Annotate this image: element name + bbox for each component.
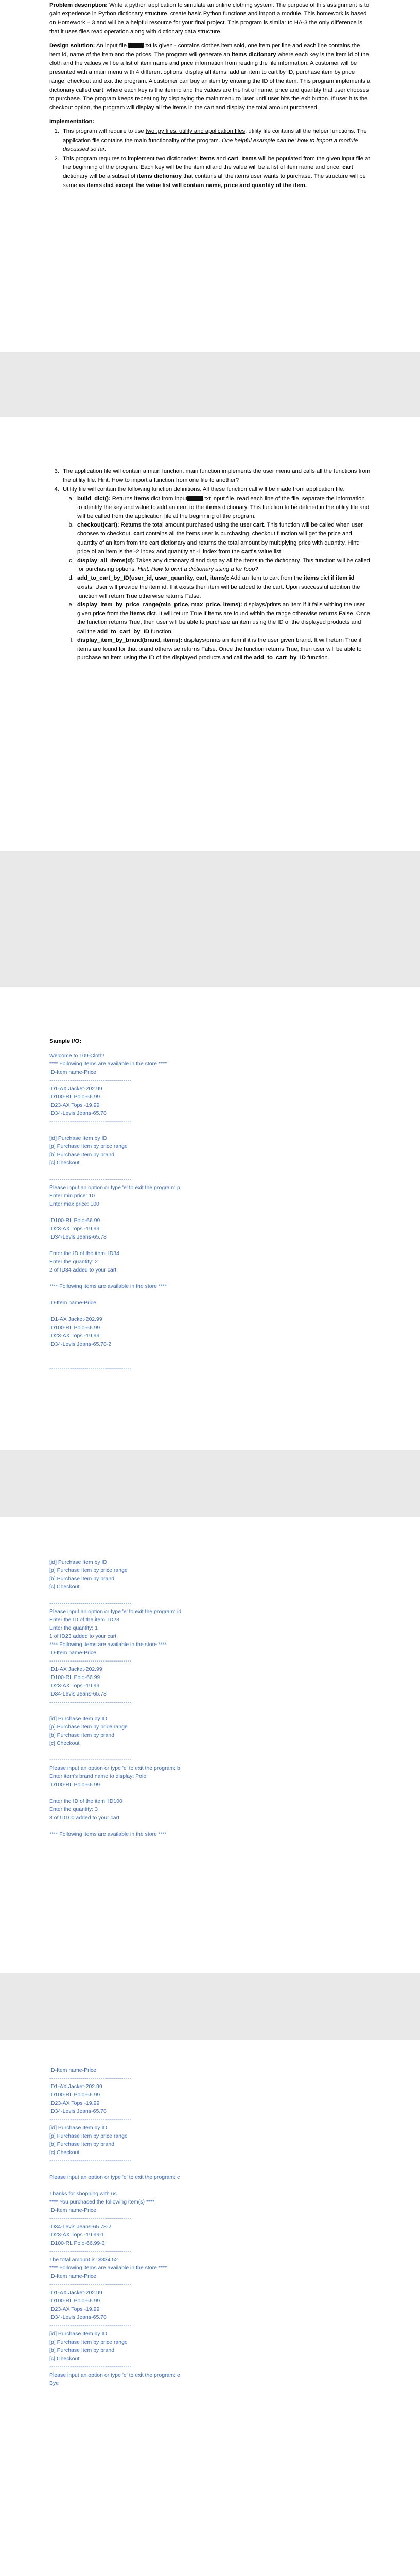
- fn-text: dict if: [319, 575, 336, 582]
- console-line: ID1-AX Jacket-202.99: [49, 1666, 102, 1672]
- separator-line: ----------------------------------------: [49, 1176, 132, 1182]
- blank-line: [49, 2165, 371, 2173]
- console-line: Please input an option or type 'e' to exit the program: id: [49, 1608, 182, 1615]
- impl1-underline: two .py files: utility and application files: [145, 128, 246, 135]
- console-line: ID100-RL Polo-66.99: [49, 2092, 100, 2098]
- fn-bold: items: [303, 575, 319, 582]
- redaction-mark: [128, 43, 144, 48]
- separator-line: ----------------------------------------: [49, 1699, 132, 1705]
- blank-line: [49, 1357, 371, 1365]
- blank-line: [49, 1241, 371, 1249]
- blank-line: [49, 1291, 371, 1299]
- separator-line: ----------------------------------------: [49, 2364, 132, 2370]
- console-line: ID-Item name-Price: [49, 1300, 97, 1306]
- fn-bold: items: [205, 504, 221, 511]
- fn-bold: items: [134, 495, 149, 502]
- blank-line: [49, 1307, 371, 1315]
- sample-io-block-2: [49, 1558, 371, 1838]
- console-line: ID100-RL Polo-66.99: [49, 1325, 100, 1331]
- function-display-by-brand: [75, 636, 371, 663]
- design-text-3: where each key is the item id of the cloth and the values will be a list of item name and price information from reading the file information. A customer will be presented with a main menu with 4 different options: display all items, add an item to cart by ID, purchase item by price range, checkout and exit the program. A customer can buy an item by entering the ID of the item. This program implements a dictionary called: [49, 52, 371, 93]
- separator-line: ----------------------------------------: [49, 1600, 132, 1606]
- console-line: Enter the ID of the item: ID100: [49, 1798, 122, 1804]
- fn-text: displays/prints an item if it falls withing the user given price from the: [77, 602, 365, 617]
- console-line: ID100-RL Polo-66.99: [49, 2298, 100, 2304]
- console-line: **** Following items are available in the store ****: [49, 1283, 167, 1290]
- console-line: [c] Checkout: [49, 1584, 80, 1590]
- console-line: Enter the quantity: 1: [49, 1625, 98, 1631]
- fn-text: function.: [305, 655, 329, 662]
- separator-line: ----------------------------------------: [49, 1658, 132, 1664]
- function-display-by-price-range: [75, 601, 371, 636]
- console-line: [id] Purchase Item by ID: [49, 2125, 108, 2131]
- implementation-item-4: [61, 485, 371, 663]
- fn-text: . This function will be called when user chooses to checkout.: [77, 522, 363, 537]
- console-line: Enter max price: 100: [49, 1201, 99, 1207]
- fn-text: dictionary. This function to be defined in the utility file and will be called from the application file at the beginning of the program.: [77, 504, 370, 520]
- console-line: ID100-RL Polo-66.99: [49, 1782, 100, 1788]
- sample-io-block-1: [49, 1052, 371, 1373]
- impl2-b6: as items dict except the value list will contain name, price and quantity of the item.: [78, 182, 307, 189]
- impl1-text: This program will require to use: [63, 128, 146, 135]
- console-line: ID34-Levis Jeans-65.78: [49, 1691, 107, 1697]
- fn-text: dict from input: [149, 495, 188, 502]
- impl2-b1: items: [199, 156, 215, 162]
- impl1-hint: One helpful example can be: how to import a module discussed so far.: [63, 137, 358, 152]
- blank-line: [49, 1126, 371, 1134]
- impl1-mid: , utility file contains all the helper functions. The application file contains the main functionality of the program.: [63, 128, 367, 144]
- console-line: [b] Purchase Item by brand: [49, 1575, 115, 1582]
- blank-line: [49, 1208, 371, 1216]
- console-line: [b] Purchase Item by brand: [49, 2141, 115, 2147]
- console-line: The total amount is: $334.52: [49, 2257, 118, 2263]
- console-line: [c] Checkout: [49, 1740, 80, 1747]
- console-line: Welcome to 109-Cloth!: [49, 1053, 104, 1059]
- separator-line: ----------------------------------------: [49, 1757, 132, 1763]
- problem-description: [49, 1, 371, 37]
- blank-line: [49, 1822, 371, 1830]
- blank-line: [49, 1591, 371, 1599]
- console-line: [c] Checkout: [49, 2149, 80, 2156]
- blank-line: [49, 1789, 371, 1797]
- fn-name: display_all_items(d):: [77, 557, 135, 564]
- implementation-item-3: 3. The application file will contain a main function. main function implements the user menu and calls all the functions from the utility file. Hint: How to import a function from one file to another?: [61, 467, 371, 485]
- console-line: [id] Purchase Item by ID: [49, 1135, 108, 1141]
- design-label: Design solution:: [49, 42, 95, 49]
- console-line: ID100-RL Polo-66.99: [49, 1217, 100, 1224]
- console-line: ID23-AX Tops -19.99: [49, 1102, 100, 1108]
- console-line: ID100-RL Polo-66.99: [49, 1094, 100, 1100]
- function-add-to-cart: [75, 574, 371, 601]
- console-line: Enter item's brand name to display: Polo: [49, 1773, 147, 1780]
- console-line: ID-Item name-Price: [49, 1650, 97, 1656]
- impl2-b2: cart: [227, 156, 238, 162]
- console-line: Please input an option or type 'e' to exit the program: p: [49, 1184, 180, 1191]
- document-page-4: [0, 1517, 420, 1973]
- impl2-m2: .: [238, 156, 242, 162]
- fn-bold: add_to_cart_by_ID: [97, 628, 150, 635]
- fn-bold: cart: [133, 531, 145, 537]
- separator-line: ----------------------------------------: [49, 2075, 132, 2081]
- console-line: ID23-AX Tops -19.99-1: [49, 2232, 104, 2238]
- separator-line: ----------------------------------------: [49, 1077, 132, 1083]
- impl2-b4: cart: [342, 164, 353, 171]
- blank-line: [49, 1167, 371, 1175]
- fn-name: build_dict():: [77, 495, 111, 502]
- console-line: Enter min price: 10: [49, 1193, 95, 1199]
- console-line: 2 of ID34 added to your cart: [49, 1267, 117, 1273]
- implementation-list: [49, 127, 371, 190]
- fn-bold: add_to_cart_by_ID: [253, 655, 306, 662]
- design-solution: [49, 42, 371, 113]
- console-line: ID23-AX Tops -19.99: [49, 1226, 100, 1232]
- implementation-title: Implementation:: [49, 118, 95, 125]
- document-page-2: [0, 417, 420, 851]
- fn-text: Add an item to cart from the: [229, 575, 304, 582]
- separator-line: ----------------------------------------: [49, 2248, 132, 2255]
- console-line: ID34-Levis Jeans-65.78: [49, 2108, 107, 2114]
- console-line: [b] Purchase Item by brand: [49, 1732, 115, 1738]
- impl2-m4: dictionary will be a subset of: [63, 173, 137, 180]
- fn-name: add_to_cart_by_ID(user_id, user_quantity, cart, items):: [77, 575, 229, 582]
- problem-label: Problem description:: [49, 2, 108, 8]
- console-line: **** Following items are available in the store ****: [49, 1641, 167, 1648]
- separator-line: ----------------------------------------: [49, 2281, 132, 2287]
- document-page-1: [0, 0, 420, 352]
- document-page-3: [0, 987, 420, 1450]
- fn-text: value list.: [256, 548, 283, 555]
- function-build-dict: [75, 495, 371, 521]
- implementation-item-1: [61, 127, 371, 154]
- console-line: ID23-AX Tops -19.99: [49, 1683, 100, 1689]
- impl4-text: Utility file will contain the following function definitions. All these function call will be made from application file.: [63, 486, 345, 493]
- impl2-m5: that contains all the items user wants to purchase. The structure will be same: [63, 173, 366, 189]
- console-line: ID1-AX Jacket-202.99: [49, 1316, 102, 1323]
- console-line: ID1-AX Jacket-202.99: [49, 1086, 102, 1092]
- blank-line: [49, 1706, 371, 1715]
- fn-text: Returns: [110, 495, 134, 502]
- console-line: ID34-Levis Jeans-65.78-2: [49, 2224, 112, 2230]
- fn-name: display_item_by_brand(brand, items):: [77, 637, 183, 643]
- fn-name: checkout(cart):: [77, 522, 119, 529]
- console-line: ID-Item name-Price: [49, 2207, 97, 2213]
- console-line: ID23-AX Tops -19.99: [49, 2306, 100, 2312]
- design-text-4: , where each key is the item id and the values are the list of name, price and quantity that user chooses to purchase. The program keeps repeating by displaying the main menu to user until user hits the exit button. If user hits the checkout option, the program will display all the items in the cart and display the total amount purchased.: [49, 87, 369, 111]
- console-line: ID1-AX Jacket-202.99: [49, 2290, 102, 2296]
- console-line: Enter the ID of the item: ID34: [49, 1250, 119, 1257]
- fn-text: Takes any dictionary d and display all the items in the dictionary. This function will be called for purchasing options.: [77, 557, 370, 573]
- console-line: [p] Purchase Item by price range: [49, 1724, 128, 1730]
- console-line: **** Following items are available in the store ****: [49, 2265, 167, 2271]
- console-line: ID23-AX Tops -19.99: [49, 2100, 100, 2106]
- console-line: **** Following items are available in the store ****: [49, 1831, 167, 1837]
- fn-bold: cart: [253, 522, 264, 529]
- console-line: ID1-AX Jacket-202.99: [49, 2083, 102, 2090]
- console-line: ID-Item name-Price: [49, 2273, 97, 2279]
- implementation-item-2: [61, 155, 371, 190]
- sample-io-block-3: [49, 2066, 371, 2387]
- document-page-5: [0, 2040, 420, 2576]
- console-line: [p] Purchase Item by price range: [49, 1143, 128, 1149]
- console-line: ID34-Levis Jeans-65.78-2: [49, 1341, 112, 1347]
- function-display-all-items: [75, 556, 371, 574]
- impl2-m1: and: [215, 156, 228, 162]
- fn-text: exists. User will provide the item id. If it exists then item will be added to the cart. Upon successful addition the function will return True otherwise returns False.: [77, 584, 360, 599]
- blank-line: [49, 1274, 371, 1282]
- fn-bold: cart's: [241, 548, 257, 555]
- console-line: ID100-RL Polo-66.99-3: [49, 2240, 105, 2246]
- console-line: [b] Purchase Item by brand: [49, 1151, 115, 1158]
- design-text-1: An input file: [95, 42, 129, 49]
- design-bold-2: cart: [93, 87, 103, 93]
- fn-name: display_item_by_price_range(min_price, max_price, items):: [77, 602, 242, 608]
- console-line: Please input an option or type 'e' to exit the program: e: [49, 2372, 180, 2378]
- console-line: ID34-Levis Jeans-65.78: [49, 1110, 107, 1116]
- console-line: [c] Checkout: [49, 2355, 80, 2362]
- function-list: [63, 495, 371, 663]
- design-bold-1: items dictionary: [231, 52, 276, 58]
- implementation-list-continued: [49, 467, 371, 663]
- console-line: 1 of ID23 added to your cart: [49, 1633, 117, 1639]
- console-line: ID100-RL Polo-66.99: [49, 1674, 100, 1681]
- console-line: Enter the ID of the item: ID23: [49, 1617, 119, 1623]
- console-line: [p] Purchase Item by price range: [49, 2339, 128, 2345]
- fn-hint: Hint: How to print a dictionary using a for loop?: [137, 566, 258, 573]
- fn-text: displays/prints an item if it is the user given brand. It will return True if items are found for that brand otherwise returns False. Once the function returns True, then user will be able to purchase an item using the ID of the displayed products and call the: [77, 637, 362, 662]
- console-line: Please input an option or type 'e' to exit the program: b: [49, 1765, 180, 1771]
- console-line: ID-Item name-Price: [49, 2067, 97, 2073]
- problem-text: Write a python application to simulate an online clothing system. The purpose of this assignment is to gain experience in Python dictionary structure, create basic Python functions and import a module. This homework is based on Homework – 3 and will be a helpful resource for your final project. This program is similar to HA-3 the only difference is that it uses files read operation along with dictionary data structure.: [49, 2, 370, 35]
- fn-bold: item id: [336, 575, 355, 582]
- console-line: ID-Item name-Price: [49, 1069, 97, 1075]
- console-line: ID34-Levis Jeans-65.78: [49, 1234, 107, 1240]
- fn-text: Returns the total amount purchased using the user: [119, 522, 253, 529]
- sample-io-title: Sample I/O:: [49, 1038, 82, 1044]
- console-line: 3 of ID100 added to your cart: [49, 1815, 120, 1821]
- blank-line: [49, 1748, 371, 1756]
- console-line: [id] Purchase Item by ID: [49, 1716, 108, 1722]
- console-line: [c] Checkout: [49, 1160, 80, 1166]
- console-line: [id] Purchase Item by ID: [49, 2331, 108, 2337]
- console-line: ID23-AX Tops -19.99: [49, 1333, 100, 1339]
- impl2-b3: Items: [241, 156, 257, 162]
- fn-bold: items: [130, 611, 145, 617]
- console-line: [b] Purchase Item by brand: [49, 2347, 115, 2353]
- console-line: **** Following items are available in the store ****: [49, 1061, 167, 1067]
- console-line: [p] Purchase Item by price range: [49, 1567, 128, 1573]
- blank-line: [49, 2181, 371, 2190]
- function-checkout: [75, 521, 371, 556]
- blank-line: [49, 1348, 371, 1357]
- separator-line: ----------------------------------------: [49, 2158, 132, 2164]
- separator-line: ----------------------------------------: [49, 2215, 132, 2222]
- console-line: Enter the quantity: 2: [49, 1259, 98, 1265]
- console-line: Enter the quantity: 3: [49, 1806, 98, 1812]
- console-line: [p] Purchase Item by price range: [49, 2133, 128, 2139]
- console-line: **** You purchased the following item(s) ****: [49, 2199, 155, 2205]
- separator-line: ----------------------------------------: [49, 1366, 132, 1372]
- console-line: Bye: [49, 2380, 59, 2386]
- design-text-2: .txt is given - contains clothes item sold, one item per line and each line contains the item id, name of the item and the prices. The program will generate an: [49, 42, 360, 58]
- fn-text: dict. It will return True if items are found within the range otherwise returns False. Once the function returns True, then user will be able to purchase an item using the ID of the displayed products and call the: [77, 611, 370, 635]
- fn-text: contains all the items user is purchasing. checkout function will get the price and quantity of an item from the cart dictionary and returns the total amount by multiplying price with quantity. Hint: price of an item is the -2 index and quantity at -1 index from the: [77, 531, 360, 555]
- impl2-b5: items dictionary: [137, 173, 182, 180]
- impl2-m3: will be populated from the given input file at the beginning of the program. Each key will be the item id and the value will be a list of item name and price.: [63, 156, 370, 171]
- console-line: Thanks for shopping with us: [49, 2191, 117, 2197]
- fn-text: function.: [149, 628, 173, 635]
- separator-line: ----------------------------------------: [49, 1118, 132, 1125]
- fn-text: .txt input file. read each line of the file, separate the information to identify the key and value to add an item to the: [77, 495, 365, 511]
- separator-line: ----------------------------------------: [49, 2116, 132, 2123]
- console-line: ID34-Levis Jeans-65.78: [49, 2314, 107, 2320]
- impl2-text: This program requires to implement two dictionaries:: [63, 156, 200, 162]
- console-line: Please input an option or type 'e' to exit the program: c: [49, 2174, 180, 2180]
- console-line: [id] Purchase Item by ID: [49, 1559, 108, 1565]
- redaction-mark: [187, 496, 203, 501]
- separator-line: ----------------------------------------: [49, 2323, 132, 2329]
